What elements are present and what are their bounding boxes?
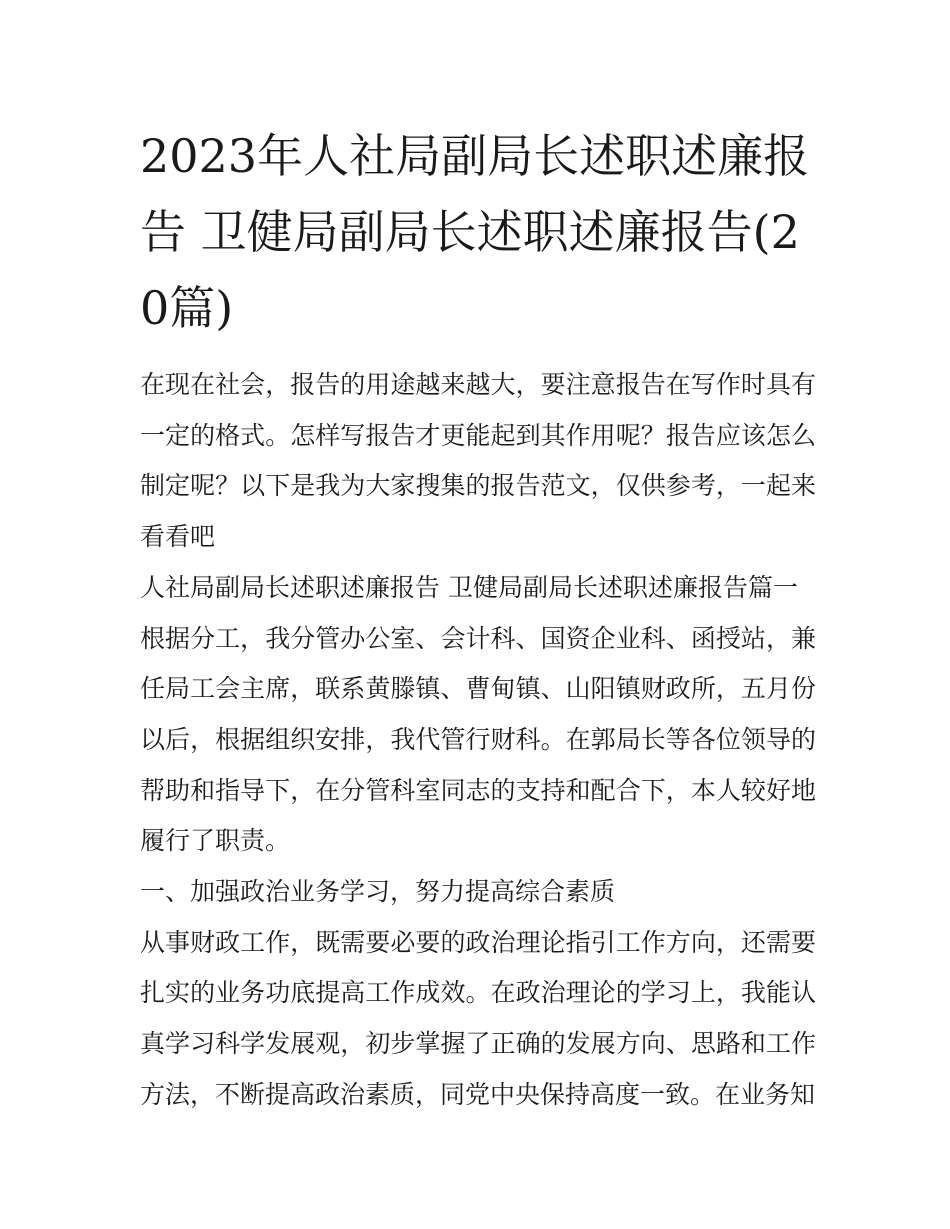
subsection-heading: 一、加强政治业务学习，努力提高综合素质: [140, 877, 616, 907]
section-heading: 人社局副局长述职述廉报告 卫健局副局长述职述廉报告篇一: [140, 572, 798, 602]
intro-paragraph: 在现在社会，报告的用途越来越大，要注意报告在写作时具有一定的格式。怎样写报告才更能起到其作用呢？报告应该怎么制定呢？以下是我为大家搜集的报告范文，仅供参考，一起来看看吧: [140, 370, 816, 552]
body-paragraph: 根据分工，我分管办公室、会计科、国资企业科、函授站，兼任局工会主席，联系黄滕镇、曹甸镇、山阳镇财政所，五月份以后，根据组织安排，我代管行财科。在郭局长等各位领导的帮助和指导下，在分管科室同志的支持和配合下，本人较好地履行了职责。: [140, 623, 816, 856]
document-title: 2023年人社局副局长述职述廉报告 卫健局副局长述职述廉报告(20篇): [140, 129, 810, 335]
document-page: [140, 118, 816, 1121]
body-paragraph: 从事财政工作，既需要必要的政治理论指引工作方向，还需要扎实的业务功底提高工作成效。在政治理论的学习上，我能认真学习科学发展观，初步掌握了正确的发展方向、思路和工作方法，不断提高政治素质，同党中央保持高度一致。在业务知: [140, 927, 816, 1109]
